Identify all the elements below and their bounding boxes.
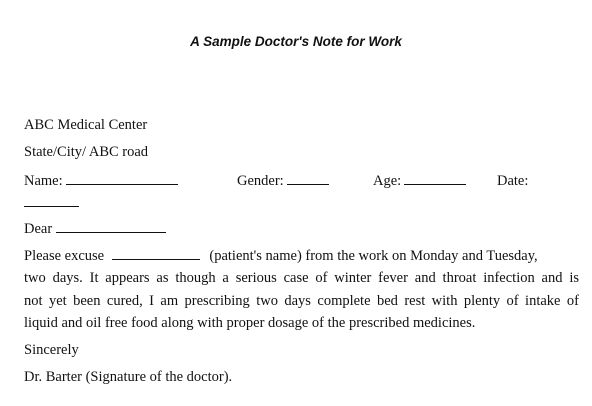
date-blank-wrap xyxy=(24,194,79,212)
date-field xyxy=(497,172,528,190)
body-line-1-end: (patient's name) from the work on Monday and Tuesday, xyxy=(209,248,538,264)
gender-label: Gender: xyxy=(237,173,284,189)
salutation xyxy=(24,220,166,238)
body-line-2: two days. It appears as though a serious case of winter fever and throat infection and is xyxy=(24,270,579,287)
document-title: A Sample Doctor's Note for Work xyxy=(190,34,402,49)
date-blank xyxy=(24,195,79,207)
body-line-4: liquid and oil free food along with proper dosage of the prescribed medicines. xyxy=(24,314,476,331)
body-line-1 xyxy=(24,245,579,267)
age-label: Age: xyxy=(373,173,402,189)
name-blank xyxy=(66,173,178,185)
patient-name-blank xyxy=(112,248,200,260)
signature-line: Dr. Barter (Signature of the doctor). xyxy=(24,369,233,385)
recipient-blank xyxy=(56,221,166,233)
date-label: Date: xyxy=(497,173,529,189)
name-label: Name: xyxy=(24,173,63,189)
salutation-label: Dear xyxy=(24,221,53,237)
medical-center-name: ABC Medical Center xyxy=(24,117,148,133)
age-blank xyxy=(404,173,466,185)
body-paragraph xyxy=(24,245,579,334)
body-line-1-start: Please excuse xyxy=(24,248,105,264)
age-field xyxy=(373,172,466,190)
closing: Sincerely xyxy=(24,342,79,358)
gender-field xyxy=(237,172,329,190)
name-field xyxy=(24,172,178,190)
gender-blank xyxy=(287,173,329,185)
body-line-3: not yet been cured, I am prescribing two days complete bed rest with plenty of intake of xyxy=(24,292,579,309)
address-line: State/City/ ABC road xyxy=(24,144,149,160)
